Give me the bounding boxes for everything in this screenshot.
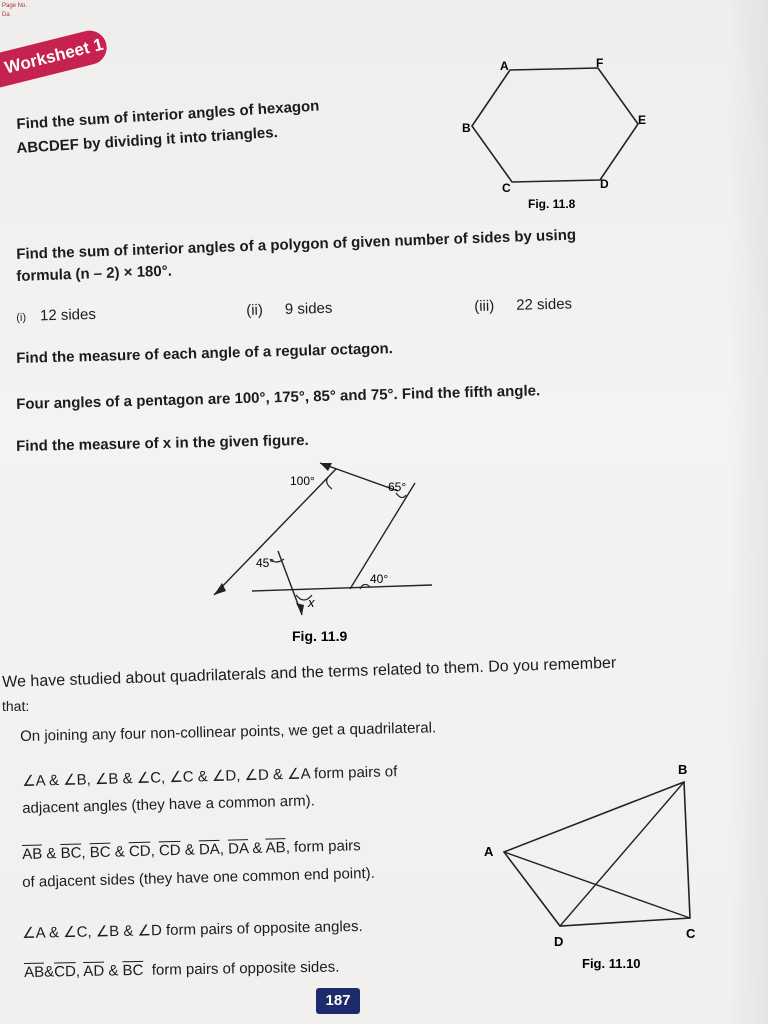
amp: & bbox=[252, 839, 263, 857]
q1-line2: ABCDEF by dividing it into triangles. bbox=[16, 124, 279, 157]
q2-part-i bbox=[16, 306, 96, 325]
fig-11-10-quadrilateral bbox=[478, 756, 708, 976]
fig-11-8-caption: Fig. 11.8 bbox=[528, 197, 576, 211]
seg-ab-2: $\overline{AB}$ bbox=[265, 839, 286, 857]
q2-part-ii bbox=[246, 300, 333, 319]
quad-label-a: A bbox=[484, 844, 494, 859]
bullet-2-line2: adjacent angles (they have a common arm). bbox=[22, 792, 316, 817]
bullet-2-line1: ∠A & ∠B, ∠B & ∠C, ∠C & ∠D, ∠D & ∠A form pairs of bbox=[22, 763, 398, 790]
fig-11-9-angle-40: 40° bbox=[370, 572, 389, 586]
amp: & bbox=[46, 845, 57, 863]
amp: & bbox=[108, 962, 119, 980]
seg-cd: $\overline{CD}$ bbox=[128, 842, 151, 861]
q3-text: Find the measure of each angle of a regular octagon. bbox=[16, 340, 394, 367]
amp: & bbox=[44, 963, 55, 981]
fig-11-9 bbox=[200, 455, 450, 650]
fig-11-9-angle-x: x bbox=[308, 595, 315, 610]
hex-label-c: C bbox=[502, 181, 511, 195]
page-edge-shadow bbox=[728, 0, 768, 1024]
fig-11-9-angle-100: 100° bbox=[290, 474, 315, 488]
seg-da: $\overline{DA}$ bbox=[198, 840, 221, 859]
corner-note bbox=[0, 0, 64, 44]
bullet-1: On joining any four non-collinear points, we get a quadrilateral. bbox=[20, 719, 437, 745]
q2-part-iii bbox=[474, 295, 572, 315]
bullet-5-tail: form pairs of opposite sides. bbox=[151, 958, 340, 979]
fig-11-8-hexagon bbox=[440, 50, 670, 220]
q2-part-ii-num: (ii) bbox=[246, 301, 264, 319]
q1-line1: Find the sum of interior angles of hexagon bbox=[16, 97, 320, 133]
seg-ab-3: $\overline{AB}$ bbox=[24, 963, 45, 981]
page-number: 187 bbox=[316, 988, 360, 1014]
corner-note-line2: Da bbox=[2, 12, 10, 18]
fig-11-9-angle-65: 65° bbox=[388, 480, 407, 494]
bullet-4: ∠A & ∠C, ∠B & ∠D form pairs of opposite angles. bbox=[22, 917, 363, 942]
worksheet-tab: Worksheet 1 bbox=[0, 27, 110, 91]
corner-note-line1: Page No. bbox=[2, 3, 28, 9]
quad-label-d: D bbox=[554, 934, 564, 949]
seg-bc: $\overline{BC}$ bbox=[60, 844, 82, 862]
bullet-5: $\overline{AB}\&\overline{CD}$, $\overline{AD}$ & $\overline{BC}$ form pairs of opposite sides. bbox=[24, 958, 340, 981]
intro-line1: We have studied about quadrilaterals and the terms related to them. Do you remember bbox=[2, 654, 617, 691]
seg-cd-3: $\overline{CD}$ bbox=[54, 963, 76, 981]
q2-part-i-text: 12 sides bbox=[39, 305, 97, 325]
bullet-3-tail: , form pairs bbox=[285, 837, 361, 857]
hex-label-a: A bbox=[500, 59, 509, 73]
seg-cd-2: $\overline{CD}$ bbox=[158, 841, 181, 860]
seg-ab: $\overline{AB}$ bbox=[22, 845, 43, 863]
amp: & bbox=[184, 841, 196, 859]
quad-label-c: C bbox=[686, 926, 696, 941]
q2-part-iii-text: 22 sides bbox=[515, 295, 573, 314]
seg-bc-3: $\overline{BC}$ bbox=[122, 961, 144, 980]
q2-part-ii-text: 9 sides bbox=[284, 299, 333, 318]
seg-ad: $\overline{AD}$ bbox=[83, 962, 105, 980]
q2-part-iii-num: (iii) bbox=[474, 297, 495, 315]
bullet-3-line1: $\overline{AB}$ & $\overline{BC}$, $\overline{BC}$ & $\overline{CD}$, $\overline{CD}$ & $\overline{DA}$, $\overline{DA}$ & $\overline{AB}$, form pairs bbox=[22, 837, 361, 863]
fig-11-9-angle-45: 45° bbox=[256, 556, 275, 570]
hex-label-f: F bbox=[596, 56, 604, 70]
q2-part-i-num: (i) bbox=[16, 311, 27, 324]
fig-11-9-caption: Fig. 11.9 bbox=[292, 628, 348, 644]
fig-11-10-caption: Fig. 11.10 bbox=[582, 956, 641, 971]
hex-label-d: D bbox=[600, 177, 609, 191]
quad-label-b: B bbox=[678, 762, 688, 777]
q2-line2: formula (n – 2) × 180°. bbox=[16, 262, 173, 285]
seg-bc-2: $\overline{BC}$ bbox=[89, 843, 111, 862]
bullet-3-line2: of adjacent sides (they have one common end point). bbox=[22, 864, 376, 891]
hex-label-e: E bbox=[638, 113, 647, 127]
amp: & bbox=[114, 843, 126, 861]
q5-text: Find the measure of x in the given figure. bbox=[16, 431, 309, 455]
q2-line1: Find the sum of interior angles of a polygon of given number of sides by using bbox=[16, 226, 577, 263]
intro-line2: that: bbox=[2, 698, 30, 714]
hex-label-b: B bbox=[462, 121, 471, 135]
seg-da-2: $\overline{DA}$ bbox=[227, 840, 249, 858]
q4-text: Four angles of a pentagon are 100°, 175°, 85° and 75°. Find the fifth angle. bbox=[16, 382, 541, 413]
